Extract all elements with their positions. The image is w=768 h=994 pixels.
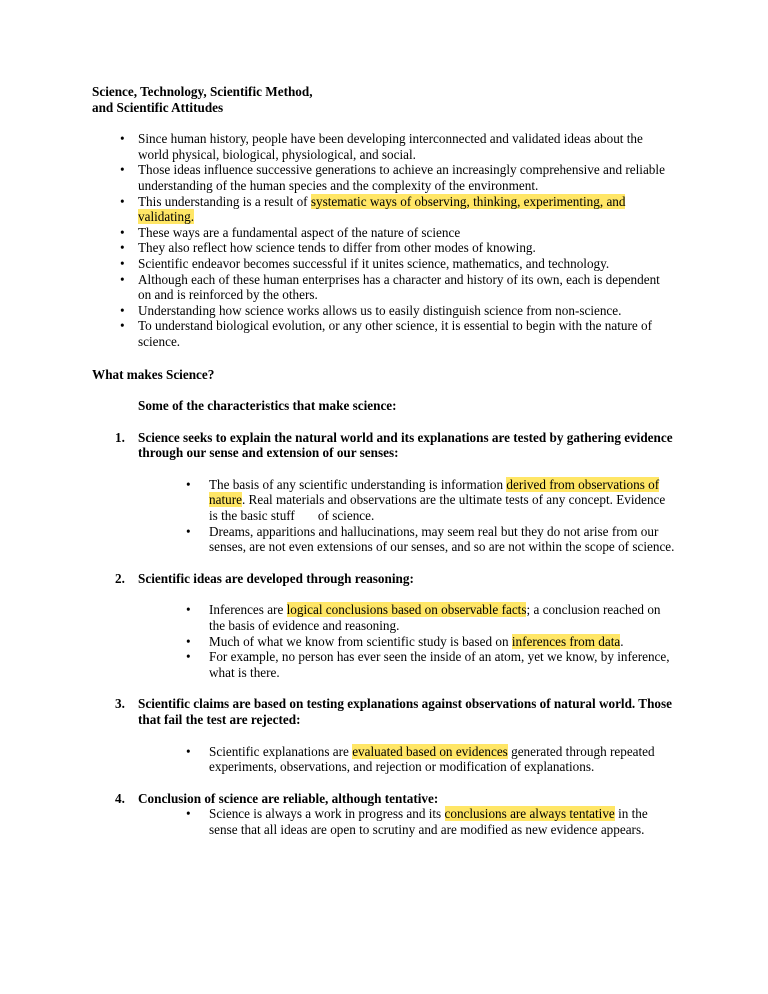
text-segment: These ways are a fundamental aspect of the nature of science [138,224,461,240]
numbered-list [92,430,676,838]
text-segment: They also reflect how science tends to differ from other modes of knowing. [138,240,536,256]
highlighted-text: logical conclusions based on observable facts [286,602,527,618]
sub-list-item [92,477,676,524]
document-title [92,84,676,115]
bullet-marker: • [186,476,191,492]
number-marker: 3. [115,696,125,712]
intro-bullet-list [92,131,676,349]
intro-list-item [92,303,676,319]
list-item-text [138,225,460,240]
numbered-item-heading-row [92,791,676,807]
intro-list-item [92,318,676,349]
text-segment: Although each of these human enterprises has a character and history of its own, each is dependent on and is reinforced by the others. [138,271,660,303]
list-item-text [138,303,621,318]
number-marker: 2. [115,570,125,586]
sub-list-item [92,806,676,837]
text-segment: Understanding how science works allows us to easily distinguish science from non-science. [138,302,622,318]
highlighted-text: inferences from data [511,633,621,649]
list-item-text [138,256,609,271]
number-marker: 1. [115,429,125,445]
intro-list-item [92,256,676,272]
bullet-marker: • [186,523,191,539]
numbered-item [92,696,676,774]
number-marker: 4. [115,790,125,806]
bullet-marker: • [120,131,125,147]
bullet-marker: • [120,224,125,240]
list-item-text [209,649,670,680]
list-item-text [138,318,652,349]
list-item-text [138,194,625,225]
list-item-text [138,131,643,162]
list-item-text [209,477,665,523]
bullet-marker: • [186,602,191,618]
highlighted-text: conclusions are always tentative [444,806,615,822]
numbered-item-heading: Scientific ideas are developed through reasoning: [138,570,414,586]
text-segment: This understanding is a result of [138,193,311,209]
bullet-marker: • [186,743,191,759]
sub-bullet-list [92,806,676,837]
intro-list-item [92,162,676,193]
text-segment: For example, no person has ever seen the inside of an atom, yet we know, by inference, what is there. [209,649,670,680]
text-segment: The basis of any scientific understanding is information [209,476,507,492]
sub-bullet-list [92,744,676,775]
bullet-marker: • [186,633,191,649]
bullet-marker: • [120,162,125,178]
intro-list-item [92,272,676,303]
sub-list-item [92,649,676,680]
title-line-1: Science, Technology, Scientific Method, [92,84,313,99]
numbered-item-heading: Scientific claims are based on testing explanations against observations of natural world. Those that fail the test are rejected: [138,696,672,727]
text-segment: . Real materials and observations are the ultimate tests of any concept. Evidence is the basic stuff of science. [209,492,666,524]
list-item-text [209,634,624,649]
bullet-marker: • [120,255,125,271]
sub-list-item [92,602,676,633]
text-segment: Those ideas influence successive generations to achieve an increasingly comprehensive and reliable understanding of the human species and the complexity of the environment. [138,162,665,193]
bullet-marker: • [186,649,191,665]
bullet-marker: • [120,240,125,256]
intro-list-item [92,194,676,225]
intro-list-item [92,240,676,256]
sub-bullet-list [92,602,676,680]
numbered-item-heading: Science seeks to explain the natural world and its explanations are tested by gathering evidence through our sense and extension of our senses: [138,429,673,461]
highlighted-text: evaluated based on evidences [352,743,508,759]
list-item-text [138,240,536,255]
numbered-item [92,791,676,838]
sub-bullet-list [92,477,676,555]
bullet-marker: • [120,271,125,287]
numbered-item-heading-row [92,430,676,461]
sub-list-item [92,634,676,650]
text-segment: generated through repeated experiments, observations, and rejection or modification of explanations. [209,743,655,775]
text-segment: ; a conclusion reached on the basis of evidence and reasoning. [209,602,661,634]
text-segment: in the sense that all ideas are open to scrutiny and are modified as new evidence appears. [209,806,648,837]
list-item-text [209,602,661,633]
numbered-item-heading-row [92,571,676,587]
title-line-2: and Scientific Attitudes [92,99,224,115]
text-segment: Since human history, people have been developing interconnected and validated ideas about the world physical, biological, physiological, and social. [138,131,643,162]
text-segment: Scientific endeavor becomes successful if it unites science, mathematics, and technology. [138,255,610,271]
numbered-item [92,571,676,681]
intro-list-item [92,131,676,162]
list-item-text [209,744,655,775]
section-heading: What makes Science? [92,366,215,382]
list-item-text [209,806,648,837]
text-segment: . [620,633,624,649]
text-segment: To understand biological evolution, or any other science, it is essential to begin with the nature of science. [138,318,652,349]
bullet-marker: • [120,318,125,334]
numbered-item-heading-row [92,696,676,727]
list-item-text [138,162,665,193]
numbered-item [92,430,676,555]
numbered-item-heading: Conclusion of science are reliable, although tentative: [138,790,439,806]
sub-list-item [92,524,676,555]
text-segment: Inferences are [209,602,287,618]
sub-heading: Some of the characteristics that make science: [138,398,397,414]
bullet-marker: • [186,806,191,822]
text-segment: Dreams, apparitions and hallucinations, may seem real but they do not arise from our senses, are not even extensions of our senses, and so are not within the scope of science. [209,523,675,555]
highlighted-text: derived from observations of nature [209,476,660,508]
list-item-text [138,272,660,303]
text-segment: Much of what we know from scientific study is based on [209,633,512,649]
text-segment: Science is always a work in progress and its [209,806,445,822]
list-item-text [209,524,674,555]
text-segment: Scientific explanations are [209,743,353,759]
sub-list-item [92,744,676,775]
highlighted-text: systematic ways of observing, thinking, experimenting, and validating. [138,193,626,225]
bullet-marker: • [120,193,125,209]
bullet-marker: • [120,302,125,318]
intro-list-item [92,225,676,241]
